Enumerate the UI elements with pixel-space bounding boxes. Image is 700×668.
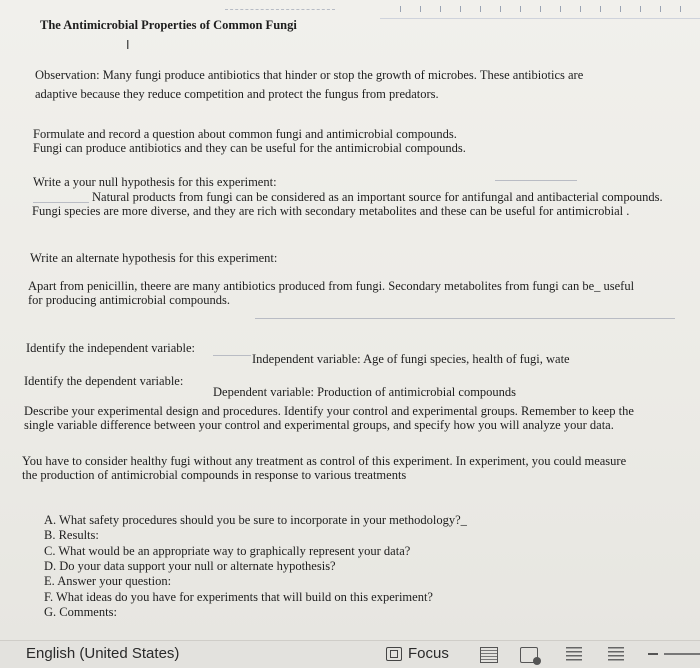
question-prompt: Formulate and record a question about common fungi and antimicrobial compounds.: [33, 127, 457, 141]
language-indicator[interactable]: English (United States): [26, 645, 180, 662]
list-item[interactable]: D. Do your data support your null or alternate hypothesis?: [44, 559, 336, 573]
question-answer[interactable]: Fungi can produce antibiotics and they can be useful for the antimicrobial compounds.: [33, 141, 466, 155]
horizontal-ruler[interactable]: [380, 0, 700, 19]
alternate-hypothesis-prompt: Write an alternate hypothesis for this experiment:: [30, 251, 278, 265]
draft-icon[interactable]: [608, 647, 624, 661]
list-item[interactable]: G. Comments:: [44, 605, 117, 619]
observation-line-2: adaptive because they reduce competition and protect the fungus from predators.: [35, 87, 439, 101]
design-answer-line-2[interactable]: the production of antimicrobial compounds in response to various treatments: [22, 468, 407, 482]
status-bar: [0, 640, 700, 668]
alternate-hypothesis-answer-2[interactable]: for producing antimicrobial compounds.: [28, 293, 231, 307]
list-item[interactable]: A. What safety procedures should you be sure to incorporate in your methodology?_: [44, 513, 467, 527]
outline-icon[interactable]: [566, 647, 582, 661]
ruler-margin-marker: [225, 9, 335, 10]
print-layout-icon[interactable]: [480, 647, 498, 663]
null-hypothesis-answer-1[interactable]: Natural products from fungi can be considered as an important source for antifungal and antibacterial compounds.: [92, 190, 663, 204]
independent-variable-answer[interactable]: Independent variable: Age of fungi species, health of fugi, wate: [252, 352, 570, 366]
text-cursor-icon: I: [126, 38, 130, 52]
answer-underline: [255, 318, 675, 319]
answer-underline: [495, 180, 577, 181]
zoom-slider[interactable]: [664, 653, 700, 655]
null-hypothesis-answer-2[interactable]: Fungi species are more diverse, and they are rich with secondary metabolites and these can be useful for antimicrobial .: [32, 204, 630, 218]
observation-line-1: Observation: Many fungi produce antibiotics that hinder or stop the growth of microbes. These antibiotics are: [35, 68, 584, 82]
list-item[interactable]: C. What would be an appropriate way to graphically represent your data?: [44, 544, 411, 558]
dependent-variable-prompt: Identify the dependent variable:: [24, 374, 184, 388]
independent-variable-prompt: Identify the independent variable:: [26, 341, 196, 355]
list-item[interactable]: B. Results:: [44, 528, 99, 542]
focus-label: Focus: [408, 645, 449, 662]
answer-underline: [213, 355, 251, 356]
null-hypothesis-prompt: Write a your null hypothesis for this experiment:: [33, 175, 277, 189]
design-prompt-line-2: single variable difference between your control and experimental groups, and specify how you will analyze your data.: [24, 418, 614, 432]
design-answer-line-1[interactable]: You have to consider healthy fugi without any treatment as control of this experiment. In experiment, you could measure: [22, 454, 627, 468]
document-title: The Antimicrobial Properties of Common Fungi: [40, 18, 297, 32]
answer-underline: [33, 202, 89, 203]
focus-icon: [386, 647, 402, 661]
list-item[interactable]: E. Answer your question:: [44, 574, 172, 588]
design-prompt-line-1: Describe your experimental design and procedures. Identify your control and experimental groups. Remember to keep the: [24, 404, 634, 418]
web-layout-icon[interactable]: [520, 647, 538, 663]
alternate-hypothesis-answer-1[interactable]: Apart from penicillin, theere are many antibiotics produced from fungi. Secondary metabolites from fungi can be_ useful: [28, 279, 635, 293]
dependent-variable-answer[interactable]: Dependent variable: Production of antimicrobial compounds: [213, 385, 517, 399]
list-item[interactable]: F. What ideas do you have for experiments that will build on this experiment?: [44, 590, 433, 604]
focus-button[interactable]: [386, 645, 449, 662]
zoom-minus-icon[interactable]: [648, 653, 658, 655]
